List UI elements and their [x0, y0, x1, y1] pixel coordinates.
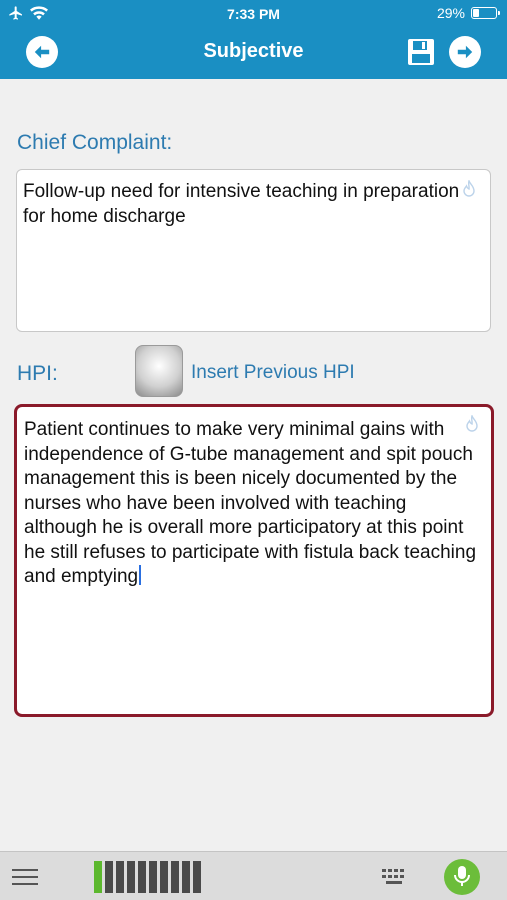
audio-level-meter	[94, 861, 201, 893]
page-title: Subjective	[203, 40, 304, 62]
chief-complaint-text: Follow-up need for intensive teaching in preparation for home discharge	[23, 181, 460, 227]
meter-bar	[193, 861, 201, 893]
meter-bar	[127, 861, 135, 893]
meter-bar	[105, 861, 113, 893]
bottom-toolbar	[0, 851, 507, 900]
insert-previous-hpi-button[interactable]	[135, 345, 183, 397]
dictation-flame-icon[interactable]	[465, 415, 479, 433]
microphone-icon	[453, 865, 471, 889]
hpi-text: Patient continues to make very minimal gains with independence of G-tube management and spit pouch management this is been nicely documented by the nurses who have been involved with teaching although he is overall more participatory at this point he still refuses to participate with fistula back teaching and emptying	[24, 419, 477, 587]
hpi-field[interactable]	[14, 404, 494, 717]
chief-complaint-label: Chief Complaint:	[17, 131, 173, 154]
dictation-flame-icon[interactable]	[462, 180, 476, 198]
microphone-button[interactable]	[444, 859, 480, 895]
battery-percent: 29%	[436, 5, 465, 21]
meter-bar	[171, 861, 179, 893]
meter-bar	[182, 861, 190, 893]
status-bar	[0, 0, 507, 28]
next-button[interactable]	[449, 36, 481, 68]
meter-bar	[138, 861, 146, 893]
save-icon	[407, 38, 435, 66]
meter-bar	[116, 861, 124, 893]
status-right	[437, 5, 497, 21]
meter-bar	[149, 861, 157, 893]
menu-icon[interactable]	[12, 868, 38, 886]
arrow-right-icon	[456, 43, 474, 61]
save-button[interactable]	[407, 38, 435, 66]
battery-icon	[471, 7, 497, 19]
meter-bar	[94, 861, 102, 893]
insert-previous-hpi-label[interactable]: Insert Previous HPI	[191, 362, 355, 383]
status-time: 7:33 PM	[227, 6, 280, 22]
battery-fill	[473, 9, 479, 17]
chief-complaint-field[interactable]	[16, 169, 491, 332]
meter-bar	[160, 861, 168, 893]
nav-header	[0, 0, 507, 79]
keyboard-icon[interactable]	[381, 868, 409, 886]
text-cursor	[139, 565, 141, 585]
hpi-label: HPI:	[17, 362, 58, 385]
